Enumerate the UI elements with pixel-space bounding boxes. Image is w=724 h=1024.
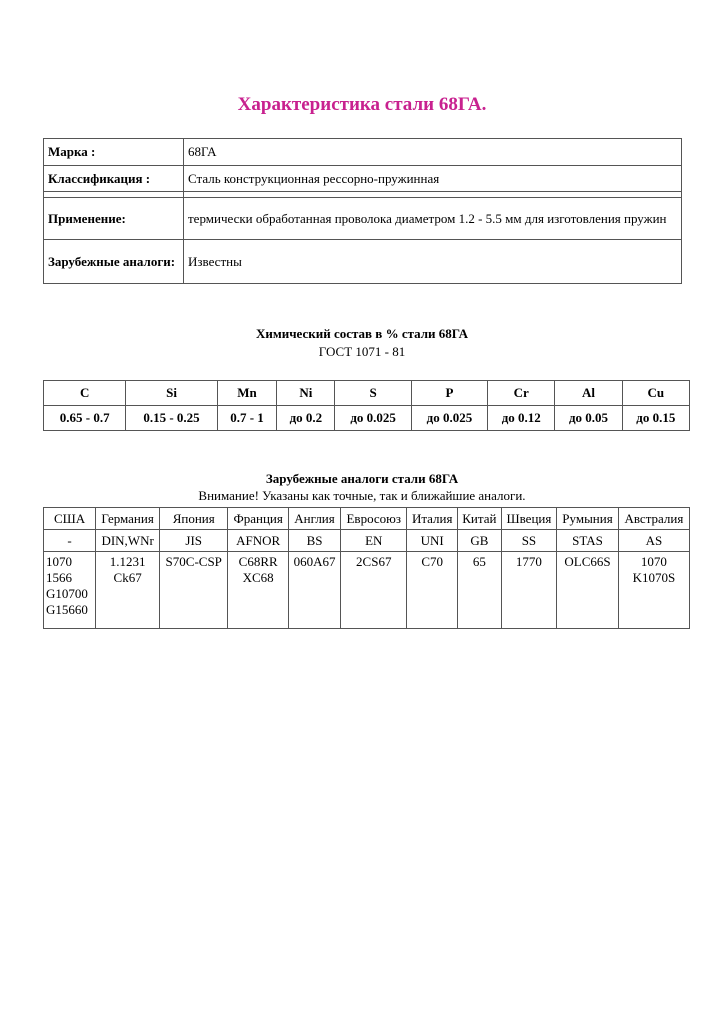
info-value: термически обработанная проволока диаметром 1.2 - 5.5 мм для изготовления пружин bbox=[184, 198, 682, 240]
analogs-grade: 2CS67 bbox=[356, 554, 392, 569]
analogs-country: США bbox=[44, 508, 96, 530]
analogs-grade: 1.1231 bbox=[109, 554, 146, 569]
analogs-standard: EN bbox=[341, 530, 407, 552]
analogs-title: Зарубежные аналоги стали 68ГА bbox=[265, 471, 459, 486]
analogs-grade: K1070S bbox=[632, 570, 676, 585]
analogs-table bbox=[43, 507, 690, 629]
analogs-grade-cell bbox=[96, 552, 160, 629]
analogs-standard: BS bbox=[288, 530, 340, 552]
analogs-country: Швеция bbox=[501, 508, 556, 530]
analogs-country: Австралия bbox=[618, 508, 689, 530]
info-row-analogs bbox=[44, 240, 682, 284]
info-table bbox=[43, 138, 682, 284]
analogs-standard: AFNOR bbox=[228, 530, 289, 552]
info-label: Применение: bbox=[44, 198, 184, 240]
chem-value: до 0.12 bbox=[488, 406, 555, 431]
analogs-country: Англия bbox=[288, 508, 340, 530]
info-row-grade bbox=[44, 139, 682, 166]
chem-table bbox=[43, 380, 690, 431]
analogs-grade-cell bbox=[407, 552, 458, 629]
analogs-grade: Ck67 bbox=[113, 570, 142, 585]
page-title: Характеристика стали 68ГА. bbox=[237, 94, 487, 115]
analogs-standard: JIS bbox=[160, 530, 228, 552]
analogs-standard: - bbox=[44, 530, 96, 552]
analogs-grade: 060A67 bbox=[293, 554, 336, 569]
info-row-classification bbox=[44, 166, 682, 192]
analogs-grade-cell bbox=[557, 552, 619, 629]
analogs-grade-cell bbox=[228, 552, 289, 629]
info-row-application bbox=[44, 198, 682, 240]
info-value: 68ГА bbox=[184, 139, 682, 166]
analogs-standard: UNI bbox=[407, 530, 458, 552]
chem-value-row bbox=[44, 406, 690, 431]
chem-value: до 0.025 bbox=[411, 406, 487, 431]
analogs-grade-cell bbox=[501, 552, 556, 629]
chem-header: P bbox=[411, 381, 487, 406]
analogs-grade: G15660 bbox=[46, 602, 88, 617]
analogs-grade: OLC66S bbox=[564, 554, 611, 569]
chem-value: 0.15 - 0.25 bbox=[126, 406, 217, 431]
analogs-grade: 1070 bbox=[640, 554, 667, 569]
chem-value: до 0.05 bbox=[555, 406, 622, 431]
analogs-country: Япония bbox=[160, 508, 228, 530]
chem-header: Ni bbox=[277, 381, 335, 406]
analogs-grade: XC68 bbox=[242, 570, 274, 585]
chem-header: Cr bbox=[488, 381, 555, 406]
analogs-country: Китай bbox=[458, 508, 502, 530]
info-label: Марка : bbox=[44, 139, 184, 166]
chem-header: Al bbox=[555, 381, 622, 406]
analogs-standard: DIN,WNr bbox=[96, 530, 160, 552]
chem-header: Si bbox=[126, 381, 217, 406]
analogs-grade-cell bbox=[458, 552, 502, 629]
analogs-grade-cell bbox=[341, 552, 407, 629]
chem-standard: ГОСТ 1071 - 81 bbox=[318, 344, 406, 359]
analogs-grade-cell bbox=[44, 552, 96, 629]
analogs-grade: C70 bbox=[421, 554, 444, 569]
analogs-standard: STAS bbox=[557, 530, 619, 552]
analogs-standard: SS bbox=[501, 530, 556, 552]
analogs-country: Германия bbox=[96, 508, 160, 530]
chem-value: до 0.2 bbox=[277, 406, 335, 431]
analogs-grade: G10700 bbox=[46, 586, 88, 601]
analogs-grade-cell bbox=[160, 552, 228, 629]
analogs-grade-cell bbox=[288, 552, 340, 629]
info-value: Сталь конструкционная рессорно-пружинная bbox=[184, 166, 682, 192]
analogs-grade: 1770 bbox=[515, 554, 542, 569]
analogs-standard: AS bbox=[618, 530, 689, 552]
chem-value: 0.65 - 0.7 bbox=[44, 406, 126, 431]
analogs-country: Италия bbox=[407, 508, 458, 530]
analogs-grade: 65 bbox=[472, 554, 486, 569]
analogs-grade: S70C-CSP bbox=[165, 554, 222, 569]
analogs-country-row bbox=[44, 508, 690, 530]
analogs-note: Внимание! Указаны как точные, так и ближайшие аналоги. bbox=[198, 488, 526, 503]
chem-header-row bbox=[44, 381, 690, 406]
analogs-grade: C68RR bbox=[238, 554, 278, 569]
chem-header: C bbox=[44, 381, 126, 406]
chem-value: до 0.025 bbox=[335, 406, 411, 431]
analogs-grade-cell bbox=[618, 552, 689, 629]
analogs-standard: GB bbox=[458, 530, 502, 552]
chem-value: до 0.15 bbox=[622, 406, 689, 431]
analogs-standard-row bbox=[44, 530, 690, 552]
chem-header: Cu bbox=[622, 381, 689, 406]
analogs-country: Франция bbox=[228, 508, 289, 530]
chem-title: Химический состав в % стали 68ГА bbox=[255, 326, 469, 341]
chem-header: Mn bbox=[217, 381, 277, 406]
chem-value: 0.7 - 1 bbox=[217, 406, 277, 431]
info-value: Известны bbox=[184, 240, 682, 284]
chem-header: S bbox=[335, 381, 411, 406]
analogs-grade: 1070 bbox=[46, 554, 72, 569]
info-label: Классификация : bbox=[44, 166, 184, 192]
analogs-grade-row bbox=[44, 552, 690, 629]
info-label: Зарубежные аналоги: bbox=[44, 240, 184, 284]
analogs-grade: 1566 bbox=[46, 570, 72, 585]
analogs-country: Румыния bbox=[557, 508, 619, 530]
analogs-country: Евросоюз bbox=[341, 508, 407, 530]
